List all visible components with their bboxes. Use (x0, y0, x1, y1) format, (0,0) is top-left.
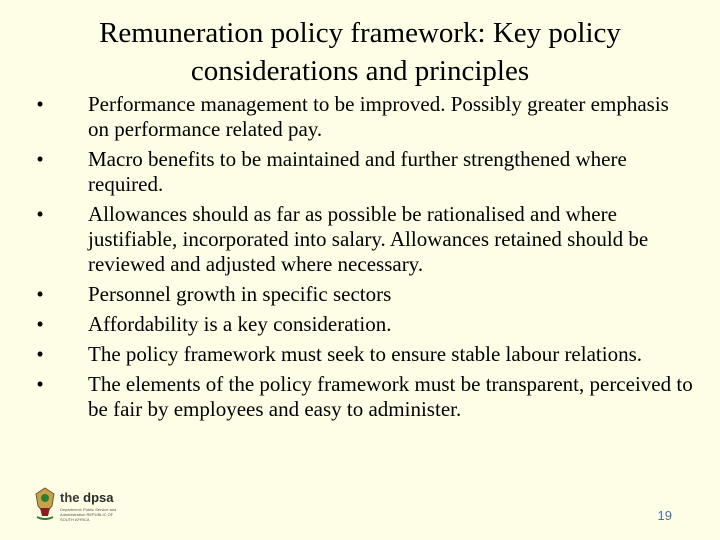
bullet-text: Personnel growth in specific sectors (88, 282, 392, 306)
list-item (24, 312, 694, 337)
list-item (24, 202, 694, 277)
list-item (24, 372, 694, 422)
bullet-icon: • (36, 312, 44, 336)
list-item (24, 282, 694, 307)
list-item (24, 92, 694, 142)
logo-subtitle: Department: Public Service and Administration REPUBLIC OF SOUTH AFRICA (60, 507, 117, 522)
bullet-icon: • (36, 147, 44, 171)
logo-brand-prefix: the (60, 490, 80, 505)
bullet-list (24, 92, 694, 427)
list-item (24, 342, 694, 367)
bullet-icon: • (36, 92, 44, 116)
bullet-text: Affordability is a key consideration. (88, 312, 392, 336)
logo-brand (60, 490, 113, 505)
bullet-icon: • (36, 282, 44, 306)
bullet-text: Macro benefits to be maintained and further strengthened where required. (88, 147, 627, 196)
dpsa-logo (32, 486, 142, 526)
bullet-text: Performance management to be improved. Possibly greater emphasis on performance related pay. (88, 92, 669, 141)
bullet-text: Allowances should as far as possible be rationalised and where justifiable, incorporated into salary. Allowances retained should be reviewed and adjusted where necessary. (88, 202, 649, 276)
bullet-text: The elements of the policy framework must be transparent, perceived to be fair by employees and easy to administer. (88, 372, 693, 421)
slide-title: Remuneration policy framework: Key policy considerations and principles (99, 17, 621, 87)
bullet-icon: • (36, 342, 44, 366)
bullet-icon: • (36, 372, 44, 396)
list-item (24, 147, 694, 197)
page-number: 19 (657, 508, 672, 523)
logo-brand-name: dpsa (83, 490, 114, 505)
coat-of-arms-icon (32, 486, 58, 522)
bullet-icon: • (36, 202, 44, 226)
bullet-text: The policy framework must seek to ensure stable labour relations. (88, 342, 642, 366)
